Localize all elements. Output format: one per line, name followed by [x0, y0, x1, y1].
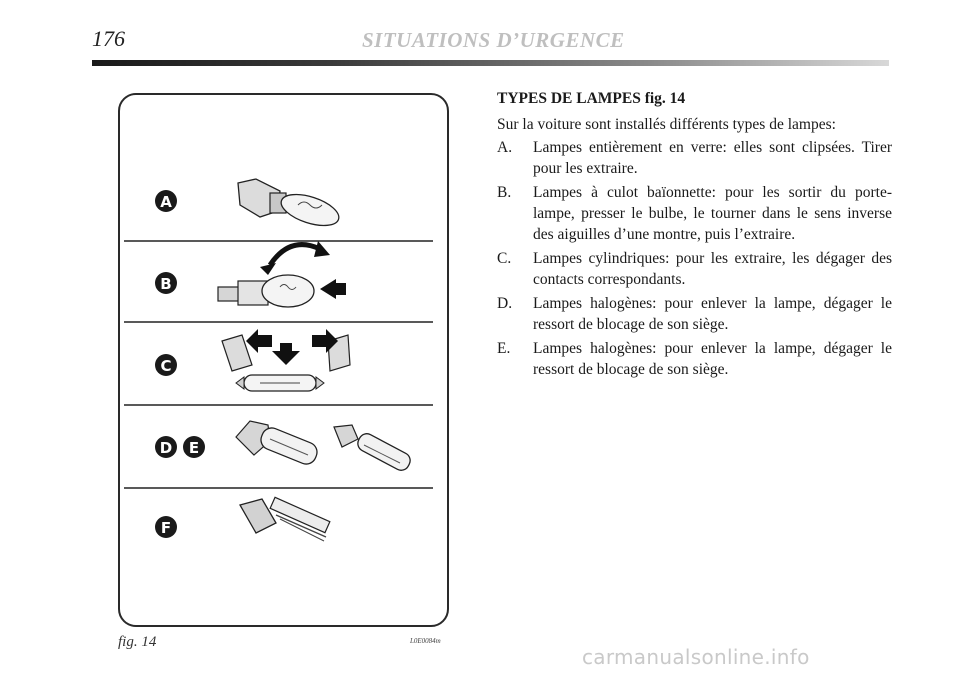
lamp-f-illustration: [155, 497, 330, 541]
label-d: D: [159, 439, 173, 457]
item-key: E.: [497, 340, 511, 357]
lamp-types-illustration: [120, 95, 451, 629]
lamp-list: [497, 137, 892, 380]
lamp-types-section: [497, 88, 892, 383]
header-rule: [92, 60, 889, 66]
list-item-c: [497, 248, 892, 290]
label-b: B: [160, 275, 172, 293]
list-item-b: [497, 182, 892, 245]
item-key: C.: [497, 250, 512, 267]
item-text: Lampes halogènes: pour enlever la lampe, dégager le ressort de blocage de son siège.: [533, 340, 892, 378]
label-f: F: [160, 519, 172, 537]
item-key: D.: [497, 295, 513, 312]
item-text: Lampes entièrement en verre: elles sont clipsées. Tirer pour les extraire.: [533, 139, 892, 177]
label-c: C: [160, 357, 172, 375]
section-intro: Sur la voiture sont installés différents types de lampes:: [497, 116, 836, 133]
item-text: Lampes cylindriques: pour les extraire, les dégager des contacts correspondants.: [533, 250, 892, 288]
list-item-a: [497, 137, 892, 179]
lamp-de-illustration: [155, 421, 413, 473]
figure-code: L0E0084m: [410, 637, 441, 645]
lamp-c-illustration: [155, 329, 350, 391]
item-key: B.: [497, 184, 512, 201]
label-e: E: [188, 439, 200, 457]
label-a: A: [160, 193, 172, 211]
page-number: 176: [92, 26, 125, 51]
figure-caption: fig. 14: [118, 634, 157, 650]
lamp-b-illustration: [155, 241, 346, 307]
item-text: Lampes halogènes: pour enlever la lampe, dégager le ressort de blocage de son siège.: [533, 295, 892, 333]
item-text: Lampes à culot baïonnette: pour les sortir du porte-lampe, presser le bulbe, le tourner dans le sens inverse des aiguilles d’une montre, puis l’extraire.: [533, 184, 892, 243]
section-title: TYPES DE LAMPES fig. 14: [497, 90, 686, 107]
lamp-a-illustration: [155, 179, 343, 232]
figure-14: [118, 93, 449, 627]
item-key: A.: [497, 139, 513, 156]
list-item-d: [497, 293, 892, 335]
list-item-e: [497, 338, 892, 380]
running-head: SITUATIONS D’URGENCE: [362, 28, 625, 52]
watermark: carmanualsonline.info: [582, 645, 810, 669]
